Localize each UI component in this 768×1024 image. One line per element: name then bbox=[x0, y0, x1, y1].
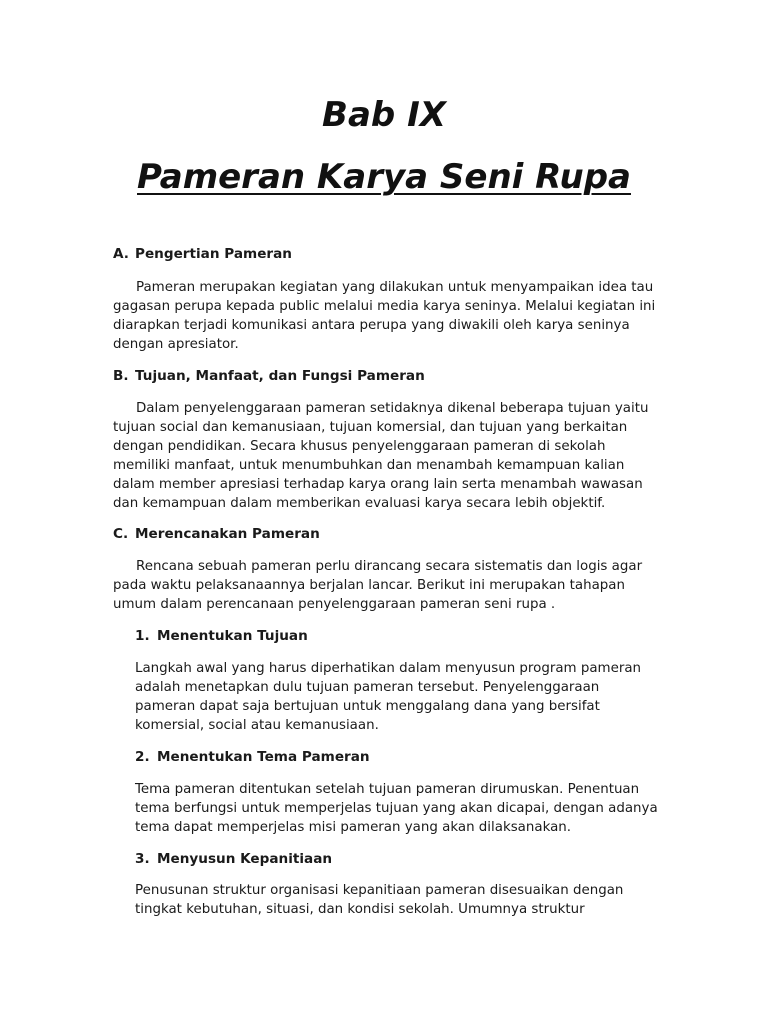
paragraph-line: komersial, social atau kemanusiaan. bbox=[135, 718, 379, 733]
chapter-subtitle bbox=[0, 157, 768, 197]
paragraph-line: diarapkan terjadi komunikasi antara perupa yang diwakili oleh karya seninya bbox=[113, 318, 630, 333]
subsection-number: 1. bbox=[135, 628, 150, 644]
section-heading-a bbox=[113, 245, 292, 264]
paragraph-line: tujuan social dan kemanusiaan, tujuan komersial, dan tujuan yang berkaitan bbox=[113, 420, 628, 435]
paragraph-line: Dalam penyelenggaraan pameran setidaknya dikenal beberapa tujuan yaitu bbox=[136, 401, 649, 416]
section-heading-text: Pengertian Pameran bbox=[135, 246, 292, 262]
paragraph-line: Langkah awal yang harus diperhatikan dalam menyusun program pameran bbox=[135, 661, 642, 676]
subsection-heading-text: Menentukan Tema Pameran bbox=[157, 749, 370, 765]
chapter-title: Bab IX bbox=[322, 95, 446, 135]
paragraph-line: gagasan perupa kepada public melalui media karya seninya. Melalui kegiatan ini bbox=[113, 299, 656, 314]
paragraph-c bbox=[113, 557, 642, 614]
section-number: A. bbox=[113, 246, 129, 262]
paragraph-line: tema dapat memperjelas misi pameran yang akan dilaksanakan. bbox=[135, 820, 572, 835]
paragraph-line: Penusunan struktur organisasi kepanitiaan pameran disesuaikan dengan bbox=[135, 883, 624, 898]
paragraph-line: Rencana sebuah pameran perlu dirancang secara sistematis dan logis agar bbox=[136, 559, 643, 574]
section-heading-b bbox=[113, 367, 425, 386]
paragraph-1 bbox=[135, 659, 641, 735]
paragraph-line: umum dalam perencanaan penyelenggaraan pameran seni rupa . bbox=[113, 597, 556, 612]
section-heading-c bbox=[113, 525, 320, 544]
paragraph-line: pameran dapat saja bertujuan untuk menggalang dana yang bersifat bbox=[135, 699, 600, 714]
paragraph-line: dengan apresiator. bbox=[113, 337, 239, 352]
subsection-heading-3 bbox=[135, 850, 332, 869]
section-number: C. bbox=[113, 526, 129, 542]
subsection-heading-1 bbox=[135, 627, 308, 646]
paragraph-line: dengan pendidikan. Secara khusus penyelenggaraan pameran di sekolah bbox=[113, 439, 606, 454]
subsection-heading-2 bbox=[135, 748, 370, 767]
section-heading-text: Merencanakan Pameran bbox=[135, 526, 320, 542]
paragraph-a bbox=[113, 278, 655, 354]
paragraph-line: pada waktu pelaksanaannya berjalan lancar. Berikut ini merupakan tahapan bbox=[113, 578, 626, 593]
section-number: B. bbox=[113, 368, 129, 384]
paragraph-3 bbox=[135, 881, 623, 919]
paragraph-line: adalah menetapkan dulu tujuan pameran tersebut. Penyelenggaraan bbox=[135, 680, 600, 695]
paragraph-line: tingkat kebutuhan, situasi, dan kondisi sekolah. Umumnya struktur bbox=[135, 902, 585, 917]
paragraph-line: dan kemampuan dalam memberikan evaluasi karya secara lebih objektif. bbox=[113, 496, 606, 511]
subsection-number: 3. bbox=[135, 851, 150, 867]
paragraph-line: Tema pameran ditentukan setelah tujuan pameran dirumuskan. Penentuan bbox=[135, 782, 640, 797]
subsection-heading-text: Menyusun Kepanitiaan bbox=[157, 851, 333, 867]
paragraph-line: tema berfungsi untuk memperjelas tujuan yang akan dicapai, dengan adanya bbox=[135, 801, 658, 816]
chapter-subtitle-text: Pameran Karya Seni Rupa bbox=[137, 157, 631, 197]
subsection-heading-text: Menentukan Tujuan bbox=[157, 628, 308, 644]
paragraph-b bbox=[113, 399, 648, 513]
subsection-number: 2. bbox=[135, 749, 150, 765]
paragraph-line: memiliki manfaat, untuk menumbuhkan dan menambah kemampuan kalian bbox=[113, 458, 625, 473]
section-heading-text: Tujuan, Manfaat, dan Fungsi Pameran bbox=[135, 368, 425, 384]
paragraph-2 bbox=[135, 780, 658, 837]
paragraph-line: dalam member apresiasi terhadap karya orang lain serta menambah wawasan bbox=[113, 477, 643, 492]
paragraph-line: Pameran merupakan kegiatan yang dilakukan untuk menyampaikan idea tau bbox=[136, 280, 654, 295]
